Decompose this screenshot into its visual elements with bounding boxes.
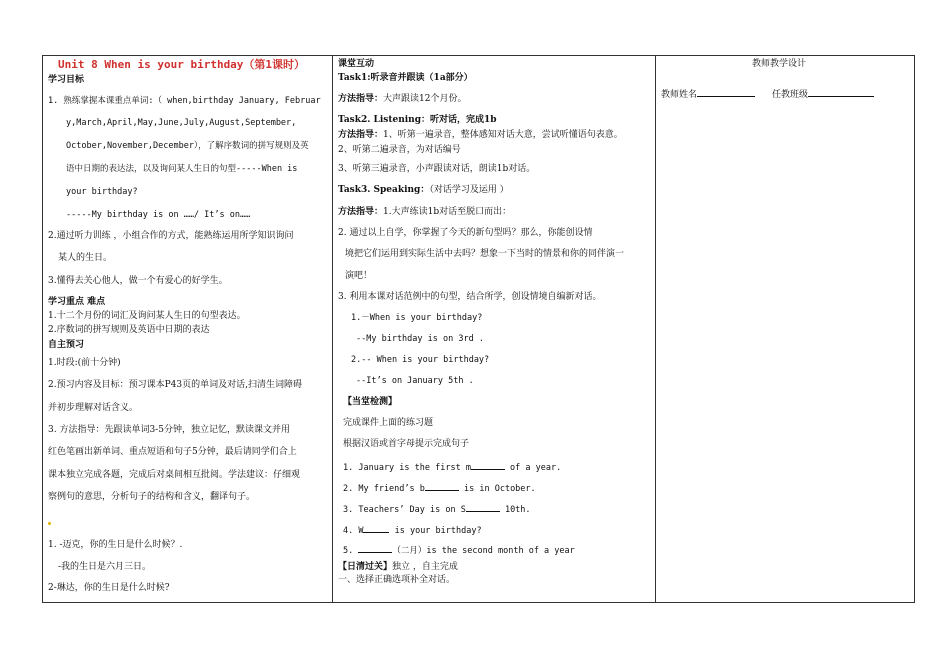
task2-step3: 3、听第三遍录音，小声跟读对话，朗读1b对话。: [338, 164, 536, 174]
goal3: 3.懂得去关心他人，做一个有爱心的好学生。: [48, 276, 228, 286]
check-intro2: 根据汉语或首字母提示完成句子: [343, 439, 470, 449]
daily-check: 【日清过关】独立 ，自主完成: [338, 562, 458, 572]
preview3-line1: 3. 方法指导：先跟读单词3-5分钟，独立记忆，默读课文并用: [48, 425, 290, 435]
goals-heading: 学习目标: [48, 75, 85, 85]
check-intro1: 完成课件上面的练习题: [343, 418, 434, 428]
dialogue1-answer: --My birthday is on 3rd .: [356, 334, 484, 344]
method3: 方法指导：1.大声练读1b对话至脱口而出：: [338, 207, 512, 217]
interaction-heading: 课堂互动: [338, 59, 375, 69]
practice2-line3: 演吧！: [345, 271, 373, 281]
exercise3: 3. Teachers’ Day is on S 10th.: [343, 502, 531, 516]
goal1-line2: y,March,April,May,June,July,August,September,: [66, 118, 297, 128]
method1: 方法指导：大声跟读12个月份。: [338, 94, 467, 104]
column-teacher-design: [656, 56, 914, 602]
preview2-line1: 2.预习内容及目标：预习课本P43页的单词及对话,扫清生词障碍: [48, 380, 302, 390]
question1-answer: -我的生日是六月三日。: [58, 562, 152, 572]
practice2-line1: 2. 通过以上自学，你掌握了今天的新句型吗？那么，你能创设情: [338, 228, 593, 238]
task2: Task2. Listening：听对话，完成1b: [338, 115, 497, 125]
goal2-line2: 某人的生日。: [58, 253, 113, 263]
goal1-line4: 语中日期的表达法，以及询问某人生日的句型-----When is: [66, 164, 298, 174]
keypoint1: 1.十二个月份的词汇及询问某人生日的句型表达。: [48, 311, 246, 321]
practice3: 3. 利用本课对话范例中的句型，结合所学，创设情境自编新对话。: [338, 292, 602, 302]
question1: 1. -迈克，你的生日是什么时候？.: [48, 540, 183, 550]
task1: Task1:听录音并跟读（1a部分）: [338, 73, 473, 83]
keypoint2: 2.序数词的拼写规则及英语中日期的表达: [48, 325, 210, 335]
marker-dot: [48, 522, 51, 525]
teacher-design-heading: 教师教学设计: [752, 59, 807, 69]
keypoints-heading: 学习重点 难点: [48, 297, 106, 307]
preview3-line3: 课本独立完成各题，完成后对桌间相互批阅。学法建议：仔细观: [48, 470, 301, 480]
goal1-line5: your birthday?: [66, 187, 138, 197]
daily-item1: 一、选择正确选项补全对话。: [338, 575, 456, 585]
goal1-line3: October,November,December），了解序数词的拼写规则及英: [66, 141, 309, 151]
goal1-line6: -----My birthday is on ……/ It’s on……: [66, 210, 251, 220]
class-field: 任教班级: [772, 87, 874, 101]
preview-heading: 自主预习: [48, 340, 85, 350]
goal1-line1: 1. 熟练掌握本课重点单词:（ when,birthday January, Februar: [48, 96, 321, 106]
task3: Task3. Speaking：（对话学习及运用 ）: [338, 185, 509, 195]
exercise4: 4. W is your birthday?: [343, 523, 482, 537]
column-class-interaction: [333, 56, 656, 602]
question2: 2-琳达，你的生日是什么时候?: [48, 583, 170, 593]
exercise1: 1. January is the first m of a year.: [343, 460, 561, 474]
lesson-plan-table: [42, 55, 915, 603]
exercise5: 5. （二月）is the second month of a year: [343, 543, 575, 557]
preview3-line4: 察例句的意思，分析句子的结构和含义，翻译句子。: [48, 492, 256, 502]
lesson-title: Unit 8 When is your birthday（第1课时）: [58, 58, 306, 71]
column-study-goals: [43, 56, 333, 602]
check-heading: 【当堂检测】: [343, 397, 398, 407]
preview3-line2: 红色笔画出新单词、重点短语和句子5分钟，最后请同学们合上: [48, 447, 297, 457]
dialogue1-question: 1.－When is your birthday?: [351, 313, 483, 323]
dialogue2-answer: --It’s on January 5th .: [356, 376, 474, 386]
preview2-line2: 并初步理解对话含义。: [48, 403, 139, 413]
method2: 方法指导：1、听第一遍录音，整体感知对话大意，尝试听懂语句表意。: [338, 130, 623, 140]
exercise2: 2. My friend’s b is in October.: [343, 481, 536, 495]
practice2-line2: 境把它们运用到实际生活中去吗？想象一下当时的情景和你的同伴演一: [345, 249, 625, 259]
preview1: 1.时段:(前十分钟): [48, 358, 121, 368]
dialogue2-question: 2.-- When is your birthday?: [351, 355, 490, 365]
task2-step2: 2、听第二遍录音，为对话编号: [338, 145, 461, 155]
teacher-name-field: 教师姓名: [661, 87, 755, 101]
goal2-line1: 2.通过听力训练 ，小组合作的方式，能熟练运用所学知识询问: [48, 231, 294, 241]
